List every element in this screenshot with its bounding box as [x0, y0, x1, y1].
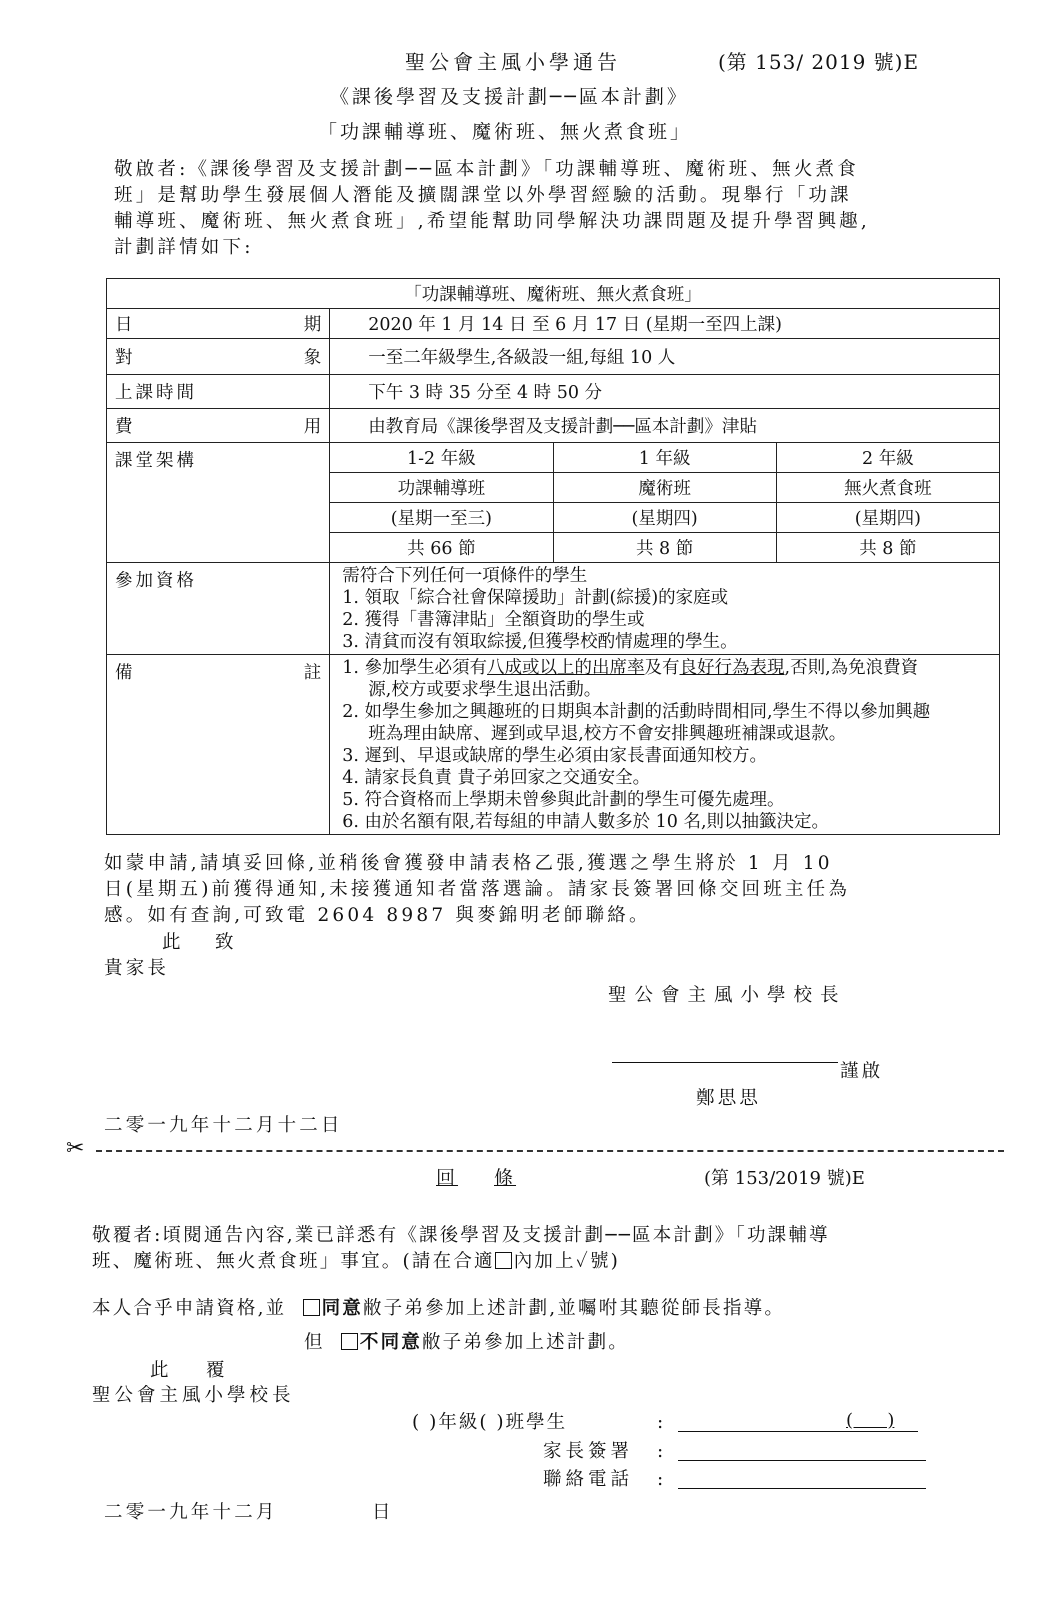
reply-notice-number: (第 153/2019 號)E [704, 1168, 865, 1189]
reply-line: 敬覆者:頃閱通告內容,業已詳悉有《課後學習及支援計劃──區本計劃》「功課輔導 [92, 1225, 830, 1246]
eligibility-item: 需符合下列任何一項條件的學生 [342, 566, 588, 586]
cut-line [96, 1150, 1004, 1152]
programme-title: 《課後學習及支援計劃──區本計劃》 [330, 86, 689, 108]
eligibility-item: 3. 清貧而沒有領取綜援,但獲學校酌情處理的學生。 [342, 632, 738, 652]
date-label: 日 期 [107, 309, 330, 339]
structure-class: 無火煮食班 [776, 473, 999, 503]
salutation-to: 貴家長 [104, 958, 170, 979]
structure-class: 功課輔導班 [330, 473, 553, 503]
eligibility-item: 1. 領取「綜合社會保障援助」計劃(綜援)的家庭或 [342, 588, 729, 608]
remarks-label: 備 註 [107, 655, 330, 835]
notice-date: 二零一九年十二月十二日 [104, 1115, 343, 1136]
reply-fu: 覆 [206, 1360, 228, 1381]
option-disagree: 但 不同意敝子弟參加上述計劃。 [304, 1332, 629, 1353]
structure-days: (星期四) [776, 503, 999, 533]
reply-title-b: 條 [494, 1167, 517, 1189]
signature-respect: 謹啟 [840, 1061, 884, 1082]
agree-checkbox[interactable] [303, 1299, 320, 1316]
date-value: 2020 年 1 月 14 日 至 6 月 17 日 (星期一至四上課) [330, 309, 1000, 339]
notice-number: (第 153/ 2019 號)E [718, 50, 920, 74]
structure-days: (星期四) [553, 503, 776, 533]
structure-class: 魔術班 [553, 473, 776, 503]
remark-item: 4. 請家長負責 貴子弟回家之交通安全。 [342, 768, 651, 788]
student-label: ( )年級( )班學生 [412, 1412, 568, 1433]
student-number-field[interactable]: ( ) [846, 1410, 895, 1431]
remark-item: 1. 參加學生必須有八成或以上的出席率及有良好行為表現,否則,為免浪費資 [342, 658, 919, 678]
remark-item: 2. 如學生參加之興趣班的日期與本計劃的活動時間相同,學生不得以參加興趣 [342, 702, 931, 722]
checkbox-sample [495, 1252, 512, 1269]
target-value: 一至二年級學生,各級設一組,每組 10 人 [330, 339, 1000, 375]
reply-line: 班、魔術班、無火煮食班」事宜。(請在合適 內加上✓號) [92, 1251, 621, 1272]
intro-line: 班」是幫助學生發展個人潛能及擴闊課堂以外學習經驗的活動。現舉行「功課 [114, 185, 852, 206]
eligibility-label: 參加資格 [107, 563, 330, 655]
eligibility-item: 2. 獲得「書簿津貼」全額資助的學生或 [342, 610, 645, 630]
student-colon: : [657, 1412, 667, 1433]
structure-count: 共 8 節 [553, 533, 776, 563]
remark-item: 源,校方或要求學生退出活動。 [368, 680, 602, 700]
phone-field[interactable] [678, 1488, 926, 1489]
closing-line: 日(星期五)前獲得通知,未接獲通知者當落選論。請家長簽署回條交回班主任為 [104, 879, 851, 900]
signature-line [612, 1062, 838, 1063]
fee-label: 費 用 [107, 409, 330, 443]
phone-label: 聯絡電話 [543, 1469, 634, 1490]
programme-classes: 「功課輔導班、魔術班、無火煮食班」 [318, 121, 693, 143]
details-table [106, 278, 1000, 835]
closing-line: 感。如有查詢,可致電 2604 8987 與麥錦明老師聯絡。 [104, 905, 651, 926]
reply-to: 聖公會主風小學校長 [92, 1385, 295, 1406]
disagree-checkbox[interactable] [341, 1333, 358, 1350]
remarks-list [330, 655, 1000, 835]
fee-value: 由教育局《課後學習及支援計劃──區本計劃》津貼 [330, 409, 1000, 443]
parent-colon: : [657, 1441, 667, 1462]
phone-colon: : [657, 1469, 667, 1490]
reply-day: 日 [372, 1502, 394, 1523]
structure-grade: 1 年級 [553, 443, 776, 473]
target-label: 對 象 [107, 339, 330, 375]
remark-item: 班為理由缺席、遲到或早退,校方不會安排興趣班補課或退款。 [368, 724, 847, 744]
scissors-icon: ✂ [66, 1136, 85, 1161]
structure-count: 共 66 節 [330, 533, 553, 563]
reply-date: 二零一九年十二月 [104, 1502, 278, 1523]
reply-ci: 此 [150, 1360, 172, 1381]
parent-signature-field[interactable] [678, 1460, 926, 1461]
table-heading: 「功課輔導班、魔術班、無火煮食班」 [107, 279, 1000, 309]
reply-title-a: 回 [436, 1167, 459, 1189]
signature-school: 聖公會主風小學校長 [608, 985, 847, 1006]
time-value: 下午 3 時 35 分至 4 時 50 分 [330, 375, 1000, 409]
intro-line: 敬啟者:《課後學習及支援計劃──區本計劃》「功課輔導班、魔術班、無火煮食 [114, 159, 859, 180]
salutation-zhi: 致 [215, 932, 237, 953]
remark-item: 3. 遲到、早退或缺席的學生必須由家長書面通知校方。 [342, 746, 768, 766]
option-agree: 本人合乎申請資格,並 同意敝子弟參加上述計劃,並囑咐其聽從師長指導。 [92, 1298, 786, 1319]
structure-grade: 2 年級 [776, 443, 999, 473]
structure-label: 課堂架構 [107, 443, 330, 563]
salutation-ci: 此 [162, 932, 184, 953]
structure-days: (星期一至三) [330, 503, 553, 533]
closing-line: 如蒙申請,請填妥回條,並稍後會獲發申請表格乙張,獲選之學生將於 1 月 10 [104, 853, 833, 874]
student-field[interactable] [678, 1431, 918, 1432]
intro-line: 計劃詳情如下: [114, 237, 254, 258]
remark-item: 5. 符合資格而上學期未曾參與此計劃的學生可優先處理。 [342, 790, 785, 810]
eligibility-list [330, 563, 1000, 655]
structure-grade: 1-2 年級 [330, 443, 553, 473]
structure-count: 共 8 節 [776, 533, 999, 563]
time-label: 上課時間 [107, 375, 330, 409]
principal-name: 鄭思思 [696, 1088, 762, 1109]
parent-label: 家長簽署 [543, 1441, 634, 1462]
notice-title: 聖公會主風小學通告 [405, 50, 621, 74]
intro-line: 輔導班、魔術班、無火煮食班」,希望能幫助同學解決功課問題及提升學習興趣, [114, 211, 870, 232]
remark-item: 6. 由於名額有限,若每組的申請人數多於 10 名,則以抽籤決定。 [342, 812, 830, 832]
